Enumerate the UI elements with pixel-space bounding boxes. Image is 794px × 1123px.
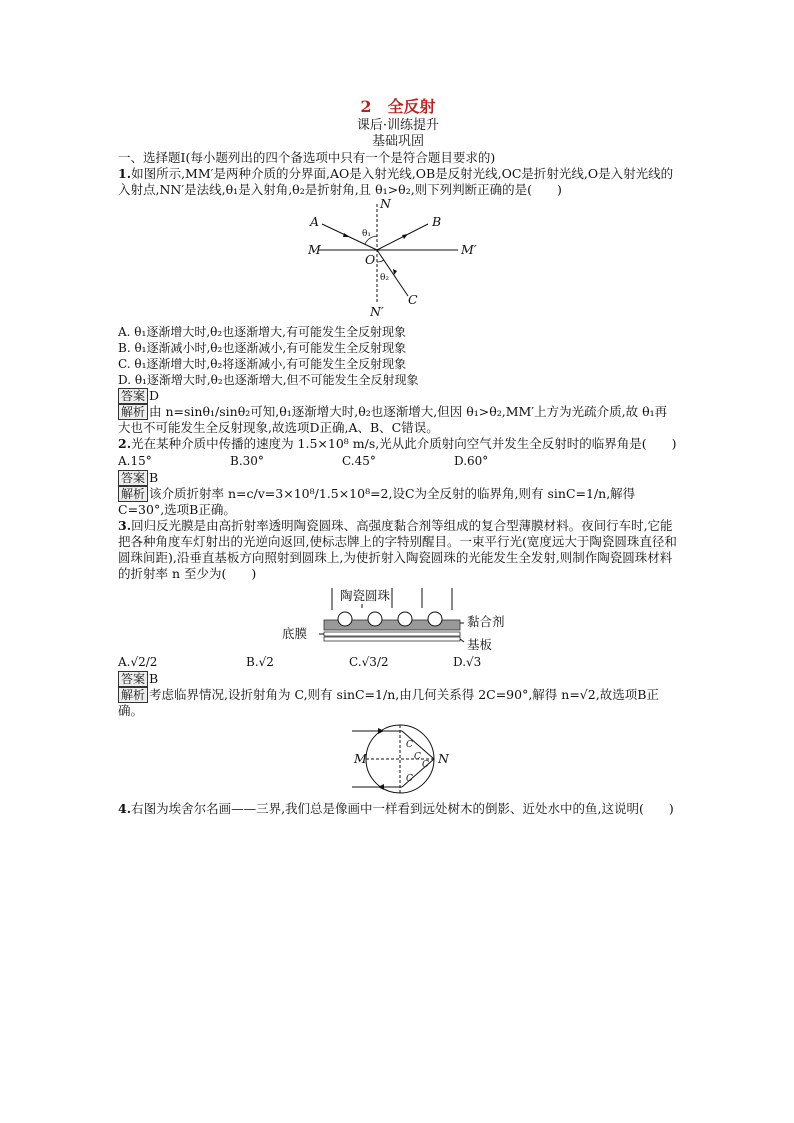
label-Nprime: N′: [370, 304, 384, 319]
answer-tag: 答案: [118, 470, 148, 486]
q1-option-c: C. θ₁逐渐增大时,θ₂将逐渐减小,有可能发生全反射现象: [118, 357, 407, 371]
label-O: O: [365, 252, 376, 267]
analysis-tag: 解析: [118, 687, 148, 703]
q1-answer: 答案 D: [118, 388, 678, 404]
label-M: M: [354, 751, 367, 766]
q1-option-b: B. θ₁逐渐减小时,θ₂也逐渐减小,有可能发生全反射现象: [118, 341, 407, 355]
answer-tag: 答案: [118, 388, 148, 404]
question-2: [118, 436, 678, 452]
question-4: [118, 801, 678, 817]
label-M: M: [308, 242, 321, 257]
question-3: [118, 518, 678, 582]
analysis-tag: 解析: [118, 486, 148, 502]
subtitle-basic: 基础巩固: [371, 134, 424, 149]
q3-option-d: D.√3: [453, 655, 482, 669]
q2-option-b: B.30°: [230, 454, 264, 468]
q3-film-figure: [274, 586, 514, 652]
refraction-diagram: [308, 202, 488, 320]
answer-tag: 答案: [118, 671, 148, 687]
q2-option-d: D.60°: [454, 454, 489, 468]
label-A: A: [310, 214, 320, 229]
label-substrate: 基板: [467, 637, 493, 652]
q3-answer: 答案 B: [118, 671, 678, 687]
question-1: [118, 166, 678, 198]
label-angle-c2: C: [414, 752, 421, 762]
label-angle-c3: C: [422, 760, 429, 770]
label-glue: 黏合剂: [467, 614, 505, 629]
q3-options: [118, 654, 678, 670]
q2-option-c: C.45°: [342, 454, 376, 468]
q3-option-c: C.√3/2: [349, 655, 389, 669]
q3-option-b: B.√2: [246, 655, 274, 669]
label-theta2: θ₂: [380, 273, 390, 283]
label-angle-c1: C: [406, 740, 413, 750]
question-1-number: 1.: [118, 166, 132, 181]
q1-analysis: 解析 由 n=sinθ₁/sinθ₂可知,θ₁逐渐增大时,θ₂也逐渐增大,但因 θ₁>θ₂,MM′上方为光疏介质,故 θ₁再大也不可能发生全反射现象,故选项D正确,A、B、C错误。: [118, 404, 668, 435]
page-title: 2 全反射: [360, 97, 436, 116]
label-C: C: [408, 292, 418, 307]
question-2-stem: 光在某种介质中传播的速度为 1.5×10⁸ m/s,光从此介质射向空气并发生全反射时的临界角是( ): [131, 436, 677, 451]
question-4-number: 4.: [118, 801, 132, 816]
label-base-film: 底膜: [282, 626, 308, 641]
label-N: N: [380, 196, 391, 211]
label-theta1: θ₁: [362, 229, 372, 239]
section-heading: 一、选择题Ⅰ(每小题列出的四个备选项中只有一个是符合题目要求的): [118, 150, 496, 165]
q1-option-d: D. θ₁逐渐增大时,θ₂也逐渐增大,但不可能发生全反射现象: [118, 373, 419, 387]
label-ceramic-beads: 陶瓷圆珠: [340, 588, 391, 603]
question-3-number: 3.: [118, 518, 132, 533]
q3-option-a: A.√2/2: [118, 655, 158, 669]
subtitle-after-class: 课后·训练提升: [356, 118, 440, 133]
question-4-stem: 右图为埃舍尔名画——三界,我们总是像画中一样看到远处树木的倒影、近处水中的鱼,这说明( ): [131, 801, 674, 816]
q1-figure: [308, 196, 488, 320]
label-angle-c4: C: [406, 774, 413, 784]
question-3-stem: 回归反光膜是由高折射率透明陶瓷圆珠、高强度黏合剂等组成的复合型薄膜材料。夜间行车时,它能把各种角度车灯射出的光逆向返回,使标志牌上的字特别醒目。一束平行光(宽度远大于陶瓷圆珠直径和圆珠间距),沿垂直基板方向照射到圆珠上,为使折射入陶瓷圆珠的光能发生全发射,则制作陶瓷圆珠材料的折射率 n 至少为( ): [118, 518, 677, 581]
page-content: [118, 96, 678, 817]
q3-bead-figure: [342, 723, 452, 795]
question-1-stem: 如图所示,MM′是两种介质的分界面,AO是入射光线,OB是反射光线,OC是折射光线,O是入射光线的入射点,NN′是法线,θ₁是入射角,θ₂是折射角,且 θ₁>θ₂,则下列判断正确的是( ): [118, 166, 674, 197]
q1-option-a: A. θ₁逐渐增大时,θ₂也逐渐增大,有可能发生全反射现象: [118, 325, 406, 339]
q2-option-a: A.15°: [118, 454, 152, 468]
q2-options: [118, 453, 678, 469]
q2-answer: 答案 B: [118, 470, 678, 486]
label-N: N: [438, 751, 449, 766]
label-Mprime: M′: [461, 242, 477, 257]
label-B: B: [432, 214, 442, 229]
analysis-tag: 解析: [118, 404, 148, 420]
q2-analysis: 解析 该介质折射率 n=c/v=3×10⁸/1.5×10⁸=2,设C为全反射的临界角,则有 sinC=1/n,解得 C=30°,选项B正确。: [118, 486, 636, 517]
question-2-number: 2.: [118, 436, 132, 451]
q3-analysis: 解析 考虑临界情况,设折射角为 C,则有 sinC=1/n,由几何关系得 2C=90°,解得 n=√2,故选项B正确。: [118, 687, 659, 718]
